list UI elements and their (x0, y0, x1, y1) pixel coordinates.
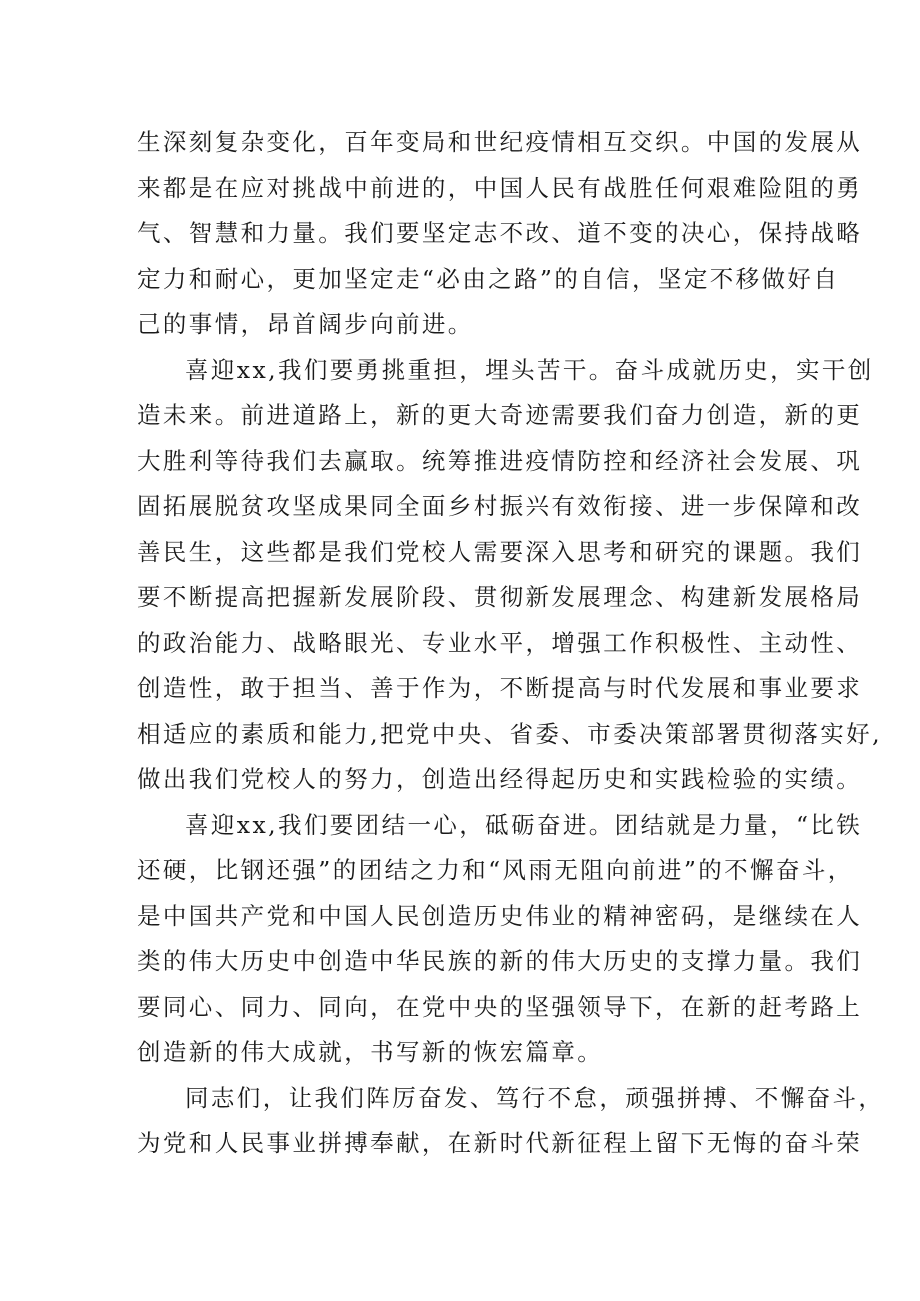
text-line: 类的伟大历史中创造中华民族的新的伟大历史的支撑力量。我们 (137, 947, 863, 975)
paragraph-3 (137, 803, 863, 1076)
text-line: 喜迎xx,我们要团结一心，砥砺奋进。团结就是力量，“比铁 (185, 810, 863, 839)
document-page (137, 120, 885, 1167)
text-line: 做出我们党校人的努力，创造出经得起历史和实践检验的实绩。 (137, 765, 863, 793)
text-line: 创造新的伟大成就，书写新的恢宏篇章。 (137, 1038, 604, 1066)
text-line: 生深刻复杂变化，百年变局和世纪疫情相互交织。中国的发展从 (137, 128, 863, 156)
paragraph-1 (137, 120, 863, 348)
text-line: 为党和人民事业拼搏奉献，在新时代新征程上留下无悔的奋斗荣 (137, 1129, 863, 1157)
text-line: 来都是在应对挑战中前进的，中国人民有战胜任何艰难险阻的勇 (137, 173, 863, 202)
paragraph-2 (137, 348, 882, 803)
text-line: 定力和耐心，更加坚定走“必由之路”的自信，坚定不移做好自 (137, 264, 840, 293)
text-line: 创造性，敢于担当、善于作为，不断提高与时代发展和事业要求 (137, 674, 863, 702)
text-line: 相适应的素质和能力,把党中央、省委、市委决策部署贯彻落实好, (137, 719, 882, 748)
text-line: 固拓展脱贫攻坚成果同全面乡村振兴有效衔接、进一步保障和改 (137, 492, 863, 520)
text-line: 是中国共产党和中国人民创造历史伟业的精神密码，是继续在人 (137, 901, 863, 930)
text-line: 大胜利等待我们去赢取。统筹推进疫情防控和经济社会发展、巩 (137, 446, 863, 475)
paragraph-4 (137, 1076, 885, 1167)
text-line: 要不断提高把握新发展阶段、贯彻新发展理念、构建新发展格局 (137, 583, 863, 611)
text-line: 要同心、同力、同向，在党中央的坚强领导下，在新的赶考路上 (137, 992, 863, 1021)
text-line: 造未来。前进道路上，新的更大奇迹需要我们奋力创造，新的更 (137, 401, 863, 429)
text-line: 的政治能力、战略眼光、专业水平，增强工作积极性、主动性、 (137, 628, 863, 657)
text-line: 气、智慧和力量。我们要坚定志不改、道不变的决心，保持战略 (137, 219, 863, 247)
text-line: 喜迎xx,我们要勇挑重担，埋头苦干。奋斗成就历史，实干创 (185, 355, 874, 384)
text-line: 己的事情，昂首阔步向前进。 (137, 310, 474, 338)
text-line: 善民生，这些都是我们党校人需要深入思考和研究的课题。我们 (137, 537, 863, 566)
text-line: 同志们，让我们阵厉奋发、笃行不怠，顽强拼搏、不懈奋斗， (185, 1083, 885, 1112)
text-line: 还硬，比钢还强”的团结之力和“风雨无阻向前进”的不懈奋斗， (137, 856, 854, 884)
